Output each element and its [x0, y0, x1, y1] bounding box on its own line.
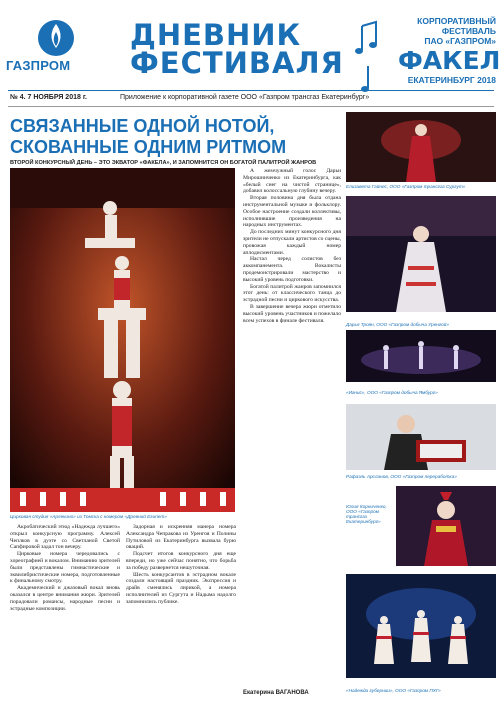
paragraph: Настал черед солистов без аккомпанемента. Вокалисты продемонстрировали мастерство и высокий уровень подготовки.: [243, 256, 341, 283]
paragraph: До последних минут конкурсного дня зрители не отпускали артистов со сцены, провожая каждый номер аплодисментами.: [243, 229, 341, 256]
paragraph: А жемчужный голос Дарьи Мирошниченко из Екатеринбурга, как «белый снег на чистой странице», добавил колоссальную глубину вечеру.: [243, 168, 341, 195]
photo-kornichenko: [396, 486, 496, 566]
paragraph: Академический и джазовый вокал вновь оказался в центре внимания жюри. Зрителей порадовали романсы, народные песни и эстрадные композиции.: [10, 585, 120, 612]
text-column-2: [126, 524, 236, 606]
paragraph: Акробатический этюд «Надежда лучшего» открыл конкурсную программу. Алексей Чеплков в дуэте со Светланой Светой Сапфировой задал тон вечеру.: [10, 524, 120, 551]
photo-dance-ignis: [346, 330, 496, 382]
subheader-divider: [8, 106, 494, 107]
main-photo: [10, 168, 235, 512]
photo-singer-troyan: [346, 196, 496, 312]
photo-nadezhda-gubernii: [346, 574, 496, 678]
logo-text: ГАЗПРОМ: [6, 58, 71, 73]
paragraph: Шесть конкурсантов в эстрадном вокале создали настоящий праздник. Экспрессия и драйв сменялись лирикой, а номера исполнителей из Сургута и Надыма надолго запомнились публике.: [126, 571, 236, 605]
title-line-1: ДНЕВНИК: [130, 18, 302, 52]
fakel-title: ФАКЕЛ: [398, 46, 500, 75]
photo-caption: «Игнис», ООО «Газпром добыча Ямбург»: [346, 390, 438, 395]
photo-caption: «Надежда губернии», ООО «Газпром ПХГ»: [346, 688, 441, 693]
city-year: ЕКАТЕРИНБУРГ 2018: [407, 75, 496, 85]
kicker: ВТОРОЙ КОНКУРСНЫЙ ДЕНЬ – ЭТО ЭКВАТОР «ФАКЕЛА», И ЗАПОМНИТСЯ ОН БОГАТОЙ ПАЛИТРОЙ ЖАНРОВ: [10, 160, 317, 166]
photo-caption: Дарья Троян, ООО «Газпром добыча Уренгой»: [346, 322, 449, 327]
festival-label: [392, 16, 496, 46]
author: Екатерина ВАГАНОВА: [243, 690, 309, 696]
acrobats-illustration: [10, 168, 235, 512]
masthead: [0, 0, 500, 90]
photo-caption: Рафаэль Арсланов, ООО «Газпром переработка»: [346, 474, 457, 479]
flame-logo-icon: [36, 18, 76, 58]
text-column-3: [243, 168, 341, 324]
gazprom-logo: [6, 18, 98, 86]
headline-line-1: СВЯЗАННЫЕ ОДНОЙ НОТОЙ,: [10, 116, 275, 136]
supplement-note: Приложение к корпоративной газете ООО «Газпром трансгаз Екатеринбург»: [120, 94, 370, 101]
headline-line-2: СКОВАННЫЕ ОДНИМ РИТМОМ: [10, 137, 287, 157]
photo-arslanov: [346, 404, 496, 470]
festival-line-2: ФЕСТИВАЛЬ: [441, 26, 496, 36]
title-line-2: ФЕСТИВАЛЯ: [130, 46, 344, 80]
headline: [10, 116, 340, 158]
main-photo-caption: Цирковая студия «Арлекино» из Томска с номером «Древний Египет»: [10, 514, 167, 519]
header-divider: [8, 90, 494, 91]
text-column-1: [10, 524, 120, 612]
festival-line-1: КОРПОРАТИВНЫЙ: [417, 16, 496, 26]
paragraph: Богатой палитрой жанров запомнился этот день: от классического танца до эстрадной песни и циркового искусства.: [243, 283, 341, 304]
paragraph: Вторая половина дня была отдана инструментальной музыке и фольклору. Особое настроение создали коллективы, исполнившие произведения на народных инструментах.: [243, 195, 341, 229]
photo-caption: Юлия Корниченко, ООО «Газпром трансгаз Екатеринбург»: [346, 504, 387, 524]
photo-caption: Елизавета Гайнес, ООО «Газпром трансгаз Сургут»: [346, 184, 466, 189]
paragraph: Подсчет итогов конкурсного дня еще впереди, но уже сейчас понятно, что борьба за победу развернется нешуточная.: [126, 551, 236, 571]
music-notes-icon: [352, 18, 382, 98]
paragraph: Задорная и искренняя манера номера Александра Чепракова из Уренгоя и Полины Путиловой из Екатеринбурга вызвала бурю оваций.: [126, 524, 236, 551]
issue-number: № 4. 7 НОЯБРЯ 2018 г.: [10, 94, 87, 101]
photo-singer-gaines: [346, 112, 496, 182]
paragraph: Цирковые номера чередовались с хореографией и вокалом. Вниманию зрителей были представлены гимнастические и эквилибристические номера, подготовленные к финальному смотру.: [10, 551, 120, 585]
festival-line-3: ПАО «ГАЗПРОМ»: [424, 36, 496, 46]
paragraph: В завершение вечера жюри отметило высокий уровень участников и пожелало всем успехов в финале фестиваля.: [243, 303, 341, 324]
